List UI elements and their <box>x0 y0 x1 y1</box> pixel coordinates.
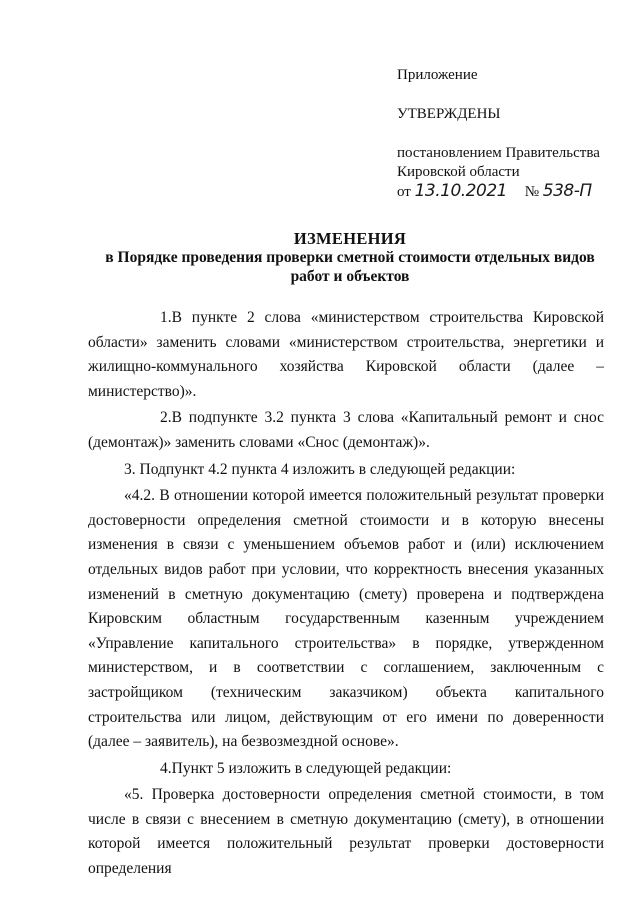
paragraph-number: 1. <box>160 309 172 326</box>
approved-label: УТВЕРЖДЕНЫ <box>397 106 501 122</box>
approval-block <box>397 66 627 202</box>
paragraph-4-quote <box>88 783 604 881</box>
document-title: ИЗМЕНЕНИЯ <box>293 229 407 248</box>
date-number-line <box>397 182 627 202</box>
resolution-line-1: постановлением Правительства <box>397 145 600 161</box>
handwritten-date: 13.10.2021 <box>414 181 507 201</box>
paragraph-number: 2. <box>160 409 172 427</box>
paragraph-4 <box>88 757 604 782</box>
appendix-label: Приложение <box>397 67 478 83</box>
document-body <box>88 306 604 884</box>
document-subtitle-line-1: в Порядке проведения проверки сметной стоимости отдельных видов <box>105 249 595 266</box>
number-prefix: № <box>524 184 540 200</box>
handwritten-number: 538-П <box>542 181 592 201</box>
paragraph-text: «5. Проверка достоверности определения сметной стоимости, в том числе в связи с внесением в сметную документацию (смету), в отношении которой имеется положительный результат проверки достоверности определения <box>88 786 604 878</box>
paragraph-text: Подпункт 4.2 пункта 4 изложить в следующей редакции: <box>139 460 516 478</box>
resolution-line-2: Кировской области <box>397 164 520 180</box>
date-prefix: от <box>397 184 411 200</box>
paragraph-3 <box>88 458 604 483</box>
paragraph-text: В пункте 2 слова «министерством строительства Кировской области» заменить словами «министерством строительства, энергетики и жилищно-коммунального хозяйства Кировской области (далее – министерство)». <box>88 309 604 400</box>
paragraph-3-quote <box>88 484 604 755</box>
paragraph-2 <box>88 406 604 455</box>
paragraph-number: 3. <box>124 460 136 478</box>
paragraph-1 <box>88 306 604 404</box>
paragraph-number: 4. <box>160 759 172 777</box>
document-subtitle-line-2: работ и объектов <box>290 268 410 285</box>
paragraph-text: В подпункте 3.2 пункта 3 слова «Капитальный ремонт и снос (демонтаж)» заменить словами «Снос (демонтаж)». <box>88 409 604 451</box>
paragraph-text: Пункт 5 изложить в следующей редакции: <box>171 759 452 777</box>
document-heading <box>80 229 620 286</box>
paragraph-text: «4.2. В отношении которой имеется положительный результат проверки достоверности определения сметной стоимости и в которую внесены изменения в связи с уменьшением объемов работ и (или) исключением отдельных видов работ при условии, что корректность внесения указанных изменений в сметную документацию (смету) проверена и подтверждена Кировским областным государственным казенным учреждением «Управление капитального строительства» в порядке, утвержденном министерством, и в соответствии с соглашением, заключенным с застройщиком (техническим заказчиком) объекта капитального строительства или лицом, действующим от его имени по доверенности (далее – заявитель), на безвозмездной основе». <box>88 487 604 751</box>
